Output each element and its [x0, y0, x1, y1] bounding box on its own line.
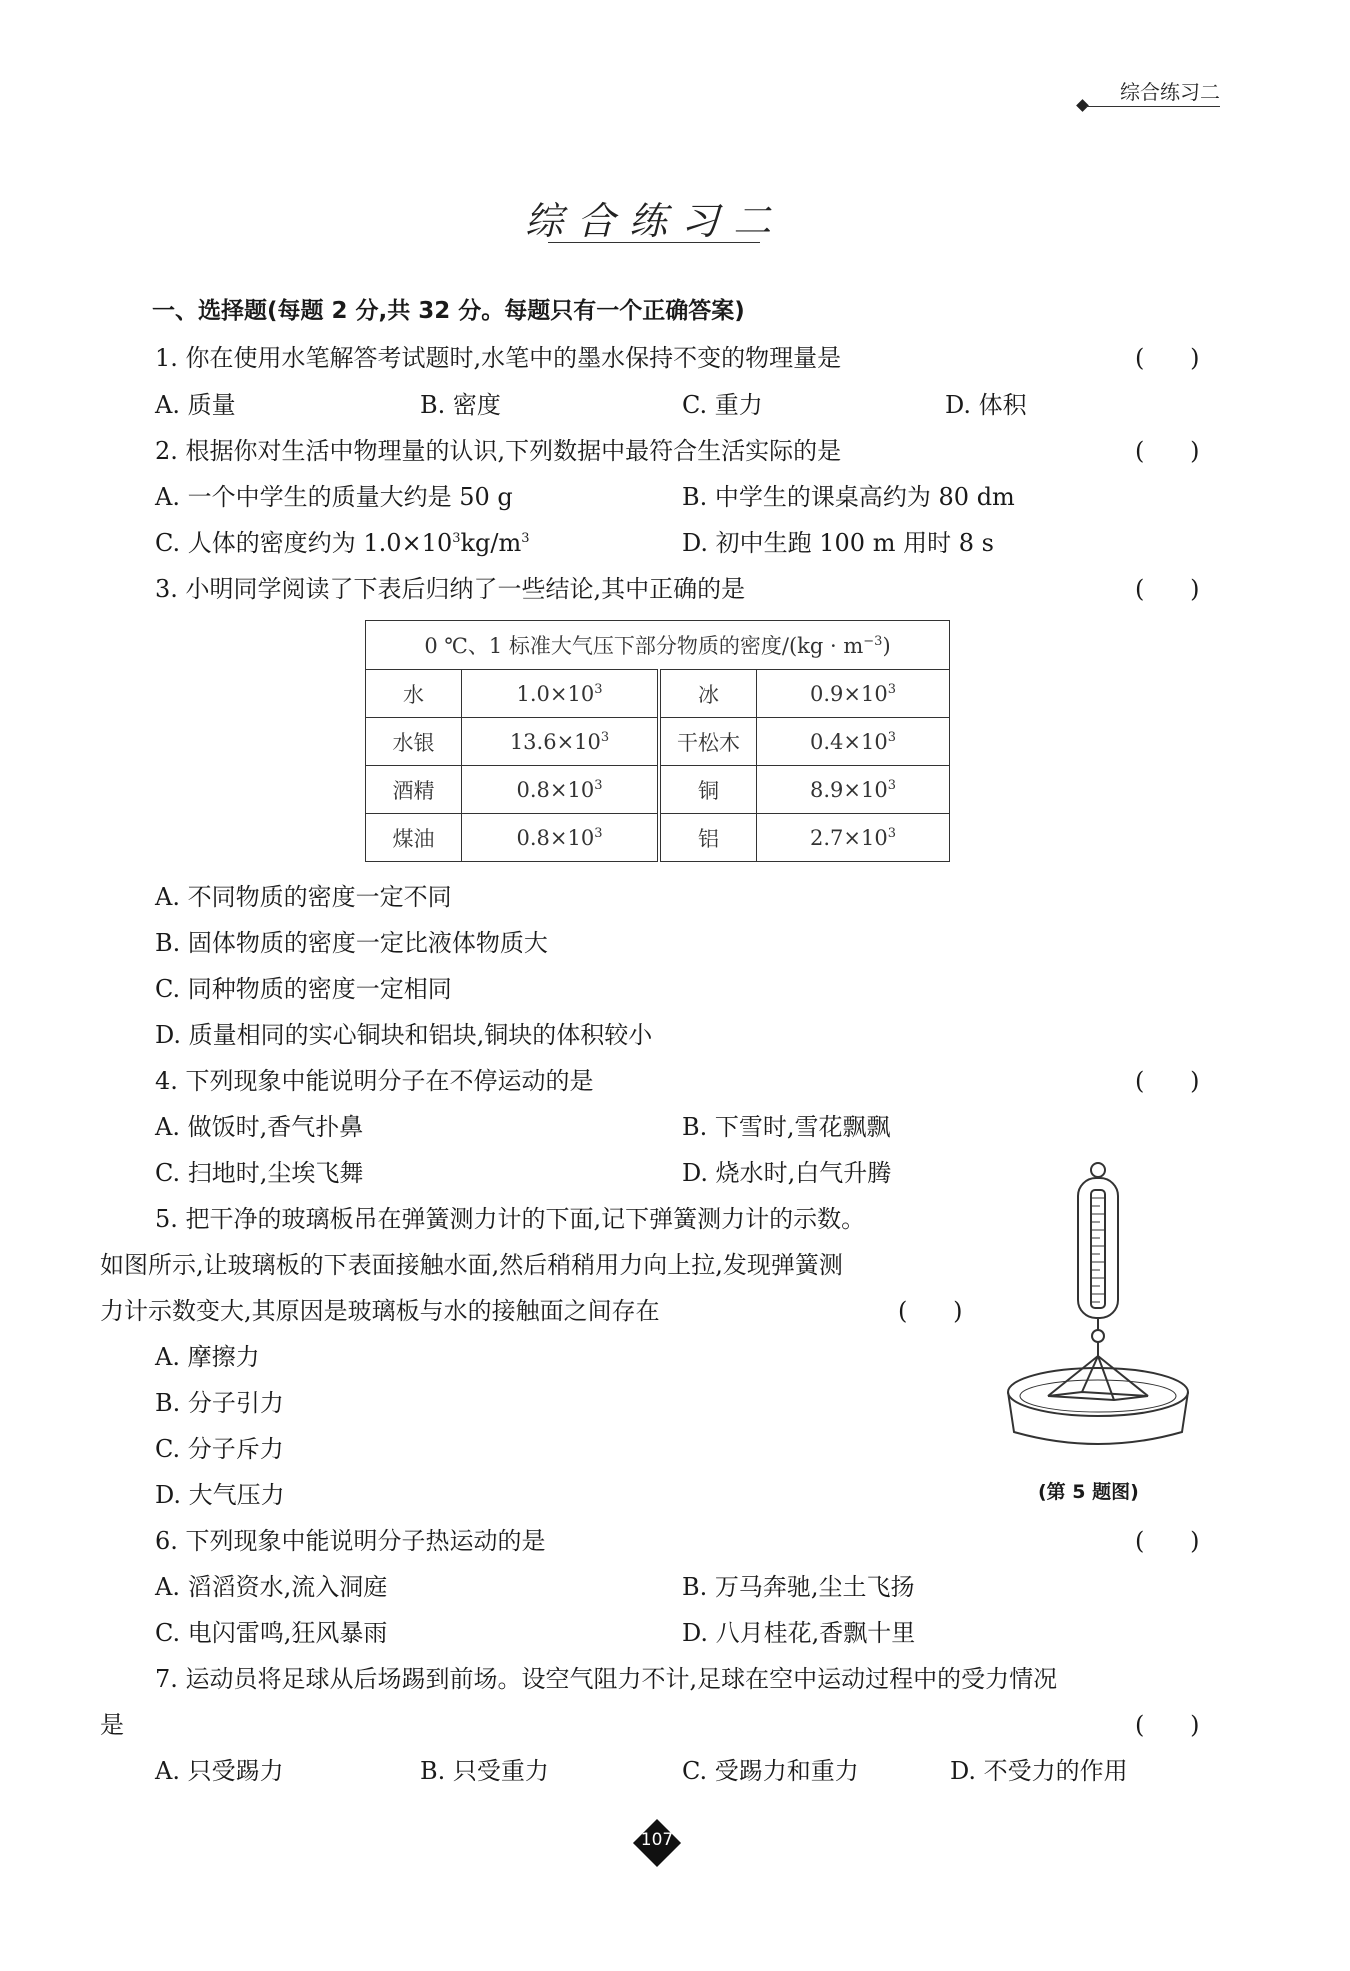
- q5-answer-blank[interactable]: ( ): [898, 1297, 963, 1325]
- table-row: [366, 670, 950, 718]
- page-number: 107: [640, 1830, 674, 1850]
- table-cell: 干松木: [659, 718, 757, 766]
- q6-stem: 6. 下列现象中能说明分子热运动的是: [155, 1527, 546, 1555]
- q2-option-c-unit-exp: 3: [521, 531, 530, 546]
- table-cell: [757, 814, 950, 862]
- q7-option-c: C. 受踢力和重力: [682, 1757, 859, 1785]
- table-row: [366, 814, 950, 862]
- table-cell: [757, 718, 950, 766]
- q3-option-d: D. 质量相同的实心铜块和铝块,铜块的体积较小: [155, 1021, 653, 1049]
- table-caption-text: 0 ℃、1 标准大气压下部分物质的密度/(kg · m: [424, 634, 864, 658]
- q1-answer-blank[interactable]: ( ): [1135, 344, 1200, 372]
- table-cell: [462, 814, 660, 862]
- q2-answer-blank[interactable]: ( ): [1135, 437, 1200, 465]
- table-cell: [757, 766, 950, 814]
- table-cell: [462, 766, 660, 814]
- table-cell: 铝: [659, 814, 757, 862]
- page-number-badge: [632, 1818, 682, 1868]
- q5-stem-line3: 力计示数变大,其原因是玻璃板与水的接触面之间存在: [100, 1297, 660, 1325]
- q3-option-b: B. 固体物质的密度一定比液体物质大: [155, 929, 548, 957]
- q2-option-c-exp: 3: [452, 531, 461, 546]
- q4-option-b: B. 下雪时,雪花飘飘: [682, 1113, 891, 1141]
- q4-answer-blank[interactable]: ( ): [1135, 1067, 1200, 1095]
- cell-value: 2.7×10: [810, 825, 888, 850]
- q2-option-a: A. 一个中学生的质量大约是 50 g: [155, 483, 513, 511]
- title-underline: [548, 242, 760, 243]
- q6-option-c: C. 电闪雷鸣,狂风暴雨: [155, 1619, 388, 1647]
- q1-option-c: C. 重力: [682, 391, 763, 419]
- q5-option-d: D. 大气压力: [155, 1481, 285, 1509]
- cell-exp: 3: [887, 777, 896, 793]
- table-cell: [462, 718, 660, 766]
- q6-answer-blank[interactable]: ( ): [1135, 1527, 1200, 1555]
- q5-option-a: A. 摩擦力: [155, 1343, 260, 1371]
- q1-option-b: B. 密度: [420, 391, 501, 419]
- cell-exp: 3: [594, 825, 603, 841]
- q7-option-b: B. 只受重力: [420, 1757, 549, 1785]
- cell-exp: 3: [887, 681, 896, 697]
- q7-stem-line1: 7. 运动员将足球从后场踢到前场。设空气阻力不计,足球在空中运动过程中的受力情况: [155, 1665, 1058, 1693]
- density-table: [365, 620, 950, 862]
- q7-answer-blank[interactable]: ( ): [1135, 1711, 1200, 1739]
- table-cell: 酒精: [366, 766, 462, 814]
- q2-option-d: D. 初中生跑 100 m 用时 8 s: [682, 529, 994, 557]
- cell-value: 8.9×10: [810, 777, 888, 802]
- table-caption-close: ): [882, 634, 891, 658]
- q6-option-b: B. 万马奔驰,尘土飞扬: [682, 1573, 915, 1601]
- q7-option-a: A. 只受踢力: [155, 1757, 284, 1785]
- table-caption: [366, 621, 950, 670]
- q6-option-d: D. 八月桂花,香飘十里: [682, 1619, 916, 1647]
- cell-exp: 3: [887, 825, 896, 841]
- q2-stem: 2. 根据你对生活中物理量的认识,下列数据中最符合生活实际的是: [155, 437, 842, 465]
- q2-option-b: B. 中学生的课桌高约为 80 dm: [682, 483, 1015, 511]
- header-rule: [1086, 106, 1220, 107]
- q2-option-c: [155, 528, 530, 558]
- page-title: 综合练习二: [524, 199, 785, 243]
- figure-caption: (第 5 题图): [1038, 1481, 1139, 1503]
- cell-value: 0.9×10: [810, 681, 888, 706]
- cell-exp: 3: [594, 777, 603, 793]
- cell-value: 0.4×10: [810, 729, 888, 754]
- table-cell: 铜: [659, 766, 757, 814]
- table-cell: 水银: [366, 718, 462, 766]
- q4-option-a: A. 做饭时,香气扑鼻: [155, 1113, 364, 1141]
- q7-stem-line2: 是: [100, 1711, 124, 1739]
- q1-option-d: D. 体积: [945, 391, 1027, 419]
- cell-exp: 3: [594, 681, 603, 697]
- cell-value: 13.6×10: [509, 729, 601, 754]
- table-cell: 冰: [659, 670, 757, 718]
- q3-answer-blank[interactable]: ( ): [1135, 575, 1200, 603]
- table-row: [366, 718, 950, 766]
- q5-stem-line1: 5. 把干净的玻璃板吊在弹簧测力计的下面,记下弹簧测力计的示数。: [155, 1205, 866, 1233]
- q5-option-b: B. 分子引力: [155, 1389, 284, 1417]
- cell-exp: 3: [600, 729, 610, 745]
- table-caption-exp: −3: [863, 634, 883, 649]
- table-cell: [462, 670, 660, 718]
- cell-value: 1.0×10: [516, 681, 595, 706]
- q2-option-c-text: C. 人体的密度约为 1.0×10: [155, 529, 453, 557]
- q4-stem: 4. 下列现象中能说明分子在不停运动的是: [155, 1067, 594, 1095]
- cell-value: 0.8×10: [516, 777, 595, 802]
- q6-option-a: A. 滔滔资水,流入洞庭: [155, 1573, 388, 1601]
- section-heading: 一、选择题(每题 2 分,共 32 分。每题只有一个正确答案): [152, 298, 745, 324]
- table-cell: 水: [366, 670, 462, 718]
- running-title: 综合练习二: [1120, 80, 1220, 104]
- spring-scale-figure: [1000, 1160, 1200, 1460]
- table-row: [366, 766, 950, 814]
- q4-option-d: D. 烧水时,白气升腾: [682, 1159, 892, 1187]
- q4-option-c: C. 扫地时,尘埃飞舞: [155, 1159, 364, 1187]
- table-cell: 煤油: [366, 814, 462, 862]
- q5-stem-line2: 如图所示,让玻璃板的下表面接触水面,然后稍稍用力向上拉,发现弹簧测: [100, 1251, 843, 1279]
- q1-option-a: A. 质量: [155, 391, 236, 419]
- q1-stem: 1. 你在使用水笔解答考试题时,水笔中的墨水保持不变的物理量是: [155, 344, 842, 372]
- q3-option-c: C. 同种物质的密度一定相同: [155, 975, 452, 1003]
- q7-option-d: D. 不受力的作用: [950, 1757, 1128, 1785]
- q3-option-a: A. 不同物质的密度一定不同: [155, 883, 452, 911]
- q2-option-c-unit: kg/m: [460, 529, 522, 557]
- q3-stem: 3. 小明同学阅读了下表后归纳了一些结论,其中正确的是: [155, 575, 746, 603]
- q5-option-c: C. 分子斥力: [155, 1435, 284, 1463]
- table-cell: [757, 670, 950, 718]
- cell-value: 0.8×10: [516, 825, 595, 850]
- cell-exp: 3: [887, 729, 896, 745]
